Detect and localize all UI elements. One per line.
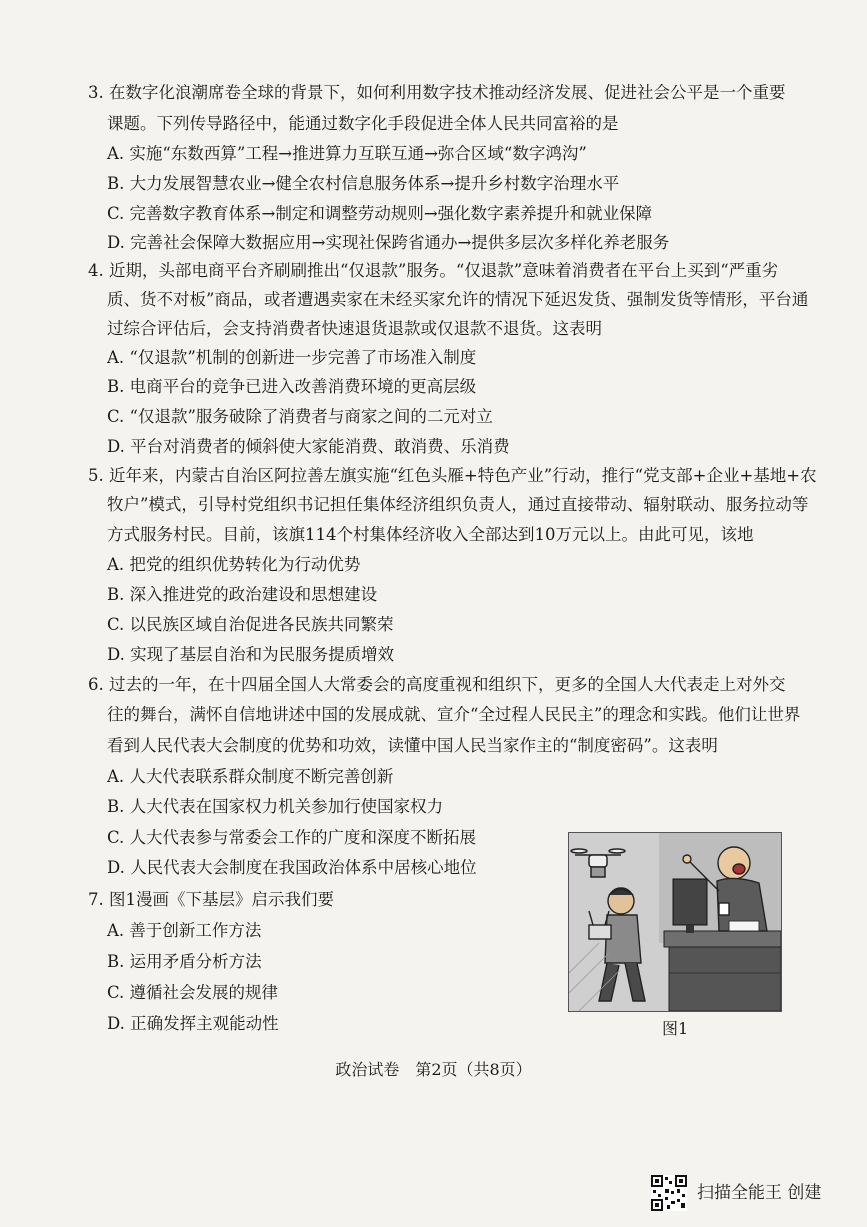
q7-option-a: A. 善于创新工作方法: [107, 921, 262, 940]
q6-option-a: A. 人大代表联系群众制度不断完善创新: [107, 767, 394, 786]
q4-option-a: A. “仅退款”机制的创新进一步完善了市场准入制度: [107, 348, 477, 367]
q4-option-c: C. “仅退款”服务破除了消费者与商家之间的二元对立: [107, 407, 493, 426]
q5-option-d: D. 实现了基层自治和为民服务提质增效: [107, 645, 395, 664]
q7-option-b: B. 运用矛盾分析方法: [107, 952, 262, 971]
q3-stem-line-2: 课题。下列传导路径中，能通过数字化手段促进全体人民共同富裕的是: [107, 114, 619, 133]
q4-option-b: B. 电商平台的竞争已进入改善消费环境的更高层级: [107, 377, 477, 396]
q3-stem-line-1: 3. 在数字化浪潮席卷全球的背景下，如何利用数字技术推动经济发展、促进社会公平是一个重要: [88, 83, 786, 102]
q5-stem-line-3: 方式服务村民。目前，该旗114个村集体经济收入全部达到10万元以上。由此可见，该地: [107, 525, 754, 544]
q5-stem-line-1: 5. 近年来，内蒙古自治区阿拉善左旗实施“红色头雁+特色产业”行动，推行“党支部+企业+基地+农: [88, 466, 817, 485]
q7-option-c: C. 遵循社会发展的规律: [107, 983, 279, 1002]
page-footer: 政治试卷 第2页（共8页）: [335, 1060, 532, 1079]
q4-stem-line-3: 过综合评估后，会支持消费者快速退货退款或仅退款不退货。这表明: [107, 319, 602, 338]
q6-option-c: C. 人大代表参与常委会工作的广度和深度不断拓展: [107, 828, 477, 847]
q3-option-c: C. 完善数字教育体系→制定和调整劳动规则→强化数字素养提升和就业保障: [107, 204, 653, 223]
q5-option-b: B. 深入推进党的政治建设和思想建设: [107, 585, 378, 604]
q5-option-a: A. 把党的组织优势转化为行动优势: [107, 555, 361, 574]
q4-stem-line-1: 4. 近期，头部电商平台齐刷刷推出“仅退款”服务。“仅退款”意味着消费者在平台上买到“严重劣: [88, 261, 779, 280]
q3-option-d: D. 完善社会保障大数据应用→实现社保跨省通办→提供多层次多样化养老服务: [107, 233, 670, 252]
qr-code-icon: [651, 1175, 687, 1211]
scanner-watermark-text: 扫描全能王 创建: [697, 1183, 822, 1203]
q5-option-c: C. 以民族区域自治促进各民族共同繁荣: [107, 615, 394, 634]
desk-shape: [664, 931, 781, 1011]
q6-option-b: B. 人大代表在国家权力机关参加行使国家权力: [107, 797, 444, 816]
q6-option-d: D. 人民代表大会制度在我国政治体系中居核心地位: [107, 858, 477, 877]
q7-option-d: D. 正确发挥主观能动性: [107, 1014, 279, 1033]
q6-stem-line-3: 看到人民代表大会制度的优势和功效，读懂中国人民当家作主的“制度密码”。这表明: [107, 736, 718, 755]
cartoon-figure: [568, 832, 782, 1012]
figure-caption: 图1: [662, 1019, 689, 1038]
q4-option-d: D. 平台对消费者的倾斜使大家能消费、敢消费、乐消费: [107, 437, 510, 456]
q6-stem-line-2: 往的舞台，满怀自信地讲述中国的发展成就、宣介“全过程人民民主”的理念和实践。他们让世界: [107, 705, 801, 724]
q5-stem-line-2: 牧户”模式，引导村党组织书记担任集体经济组织负责人，通过直接带动、辐射联动、服务拉动等: [107, 495, 809, 514]
cartoon-illustration: [569, 833, 781, 1011]
q7-stem-line-1: 7. 图1漫画《下基层》启示我们要: [88, 890, 334, 909]
q3-option-b: B. 大力发展智慧农业→健全农村信息服务体系→提升乡村数字治理水平: [107, 174, 620, 193]
q3-option-a: A. 实施“东数西算”工程→推进算力互联互通→弥合区域“数字鸿沟”: [107, 144, 587, 163]
q6-stem-line-1: 6. 过去的一年，在十四届全国人大常委会的高度重视和组织下，更多的全国人大代表走上对外交: [88, 675, 786, 694]
q4-stem-line-2: 质、货不对板”商品，或者遭遇卖家在未经买家允许的情况下延迟发货、强制发货等情形，平台通: [107, 290, 809, 309]
